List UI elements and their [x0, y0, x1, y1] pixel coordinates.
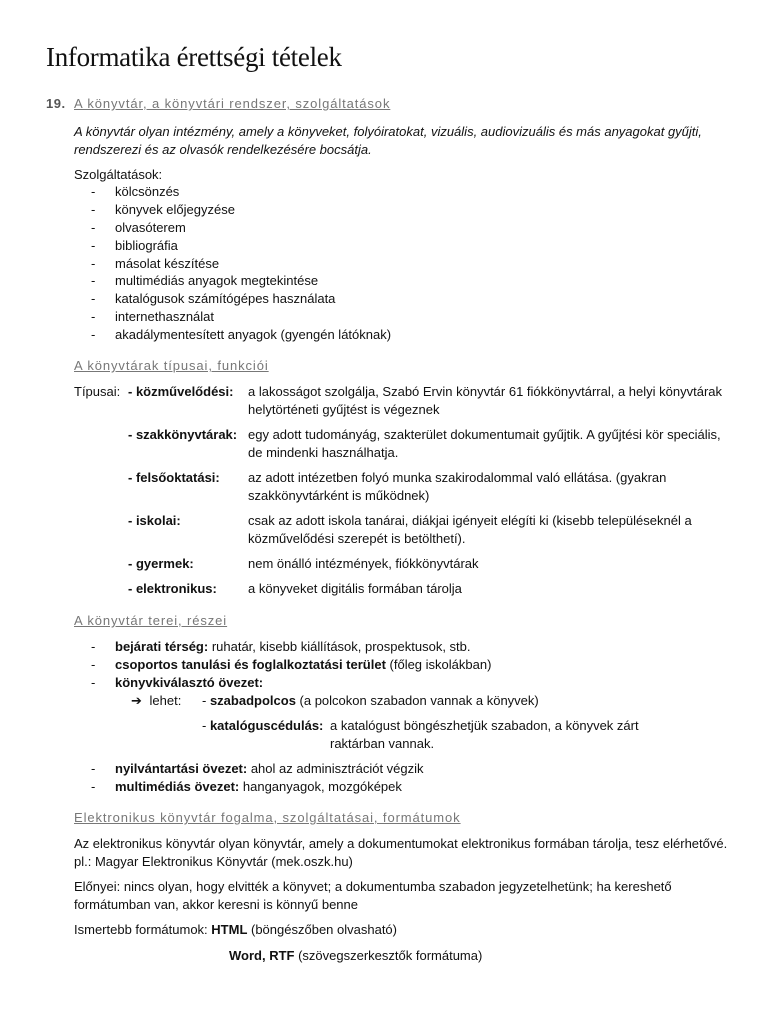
sub-item-catalog-desc: a katalógust böngészhetjük szabadon, a könyvek zárt raktárban vannak. — [330, 718, 639, 751]
type-description: az adott intézetben folyó munka szakirodalommal való ellátása. (gyakran szakkönyvtárként is működnek) — [248, 470, 667, 503]
type-term: - elektronikus: — [128, 581, 217, 596]
type-description: a lakosságot szolgálja, Szabó Ervin könyvtár 61 fiókkönyvtárral, a helyi könyvtárak helytörténeti gyűjtést is végeznek — [248, 384, 723, 417]
formats-row-2: Word, RTF (szövegszerkesztők formátuma) — [229, 948, 483, 963]
arrow-right-icon: ➔ — [131, 693, 142, 708]
list-item: - másolat készítése — [74, 255, 391, 273]
list-item: - olvasóterem — [74, 219, 391, 237]
sub-item-catalog: - katalóguscédulás: — [202, 718, 324, 733]
section-heading-types: A könyvtárak típusai, funkciói — [74, 358, 269, 373]
services-list — [74, 183, 391, 344]
type-description: csak az adott iskola tanárai, diákjai igényeit elégíti ki (kisebb településeknél a közművelődési szerepét is betölthetí). — [248, 513, 692, 546]
list-item: - kölcsönzés — [74, 183, 391, 201]
list-item: - bejárati térség: ruhatár, kisebb kiállítások, prospektusok, stb. — [74, 638, 491, 656]
list-item: - multimédiás anyagok megtekintése — [74, 272, 391, 290]
type-term: - felsőoktatási: — [128, 470, 220, 485]
arrow-row: ➔ lehet: — [131, 693, 182, 708]
type-description: nem önálló intézmények, fiókkönyvtárak — [248, 556, 479, 571]
list-item: - könyvkiválasztó övezet: — [74, 674, 491, 692]
list-item: - nyilvántartási övezet: ahol az adminisztrációt végzik — [74, 760, 424, 778]
page-title: Informatika érettségi tételek — [46, 42, 342, 72]
type-description: egy adott tudományág, szakterület dokumentumait gyűjtik. A gyűjtési kör speciális, de mindenki használhatja. — [248, 427, 721, 460]
type-term: - gyermek: — [128, 556, 194, 571]
list-item: - multimédiás övezet: hanganyagok, mozgóképek — [74, 778, 424, 796]
services-label: Szolgáltatások: — [74, 167, 163, 182]
type-description: a könyveket digitális formában tárolja — [248, 581, 462, 596]
list-item: - bibliográfia — [74, 237, 391, 255]
sub-item-open-shelf: - szabadpolcos (a polcokon szabadon vannak a könyvek) — [202, 693, 539, 708]
type-term: - közművelődési: — [128, 384, 234, 399]
list-item: - internethasználat — [74, 308, 391, 326]
types-label: Típusai: — [74, 384, 121, 399]
electronic-advantages: Előnyei: nincs olyan, hogy elvitték a könyvet; a dokumentumba szabadon jegyzetelhetünk; ha kereshető formátumban van, akkor keresni is könnyű benne — [74, 879, 672, 912]
electronic-definition: Az elektronikus könyvtár olyan könyvtár, amely a dokumentumokat elektronikus formában tárolja, tesz elérhetővé. pl.: Magyar Elektronikus Könyvtár (mek.oszk.hu) — [74, 836, 728, 869]
section-heading-spaces: A könyvtár terei, részei — [74, 613, 228, 628]
list-item: - könyvek előjegyzése — [74, 201, 391, 219]
section-heading-electronic: Elektronikus könyvtár fogalma, szolgáltatásai, formátumok — [74, 810, 461, 825]
list-item: - katalógusok számítógépes használata — [74, 290, 391, 308]
formats-row: Ismertebb formátumok: HTML (böngészőben olvasható) — [74, 922, 397, 937]
list-item: - csoportos tanulási és foglalkoztatási terület (főleg iskolákban) — [74, 656, 491, 674]
section-number: 19. — [46, 96, 66, 111]
section-heading-library: A könyvtár, a könyvtári rendszer, szolgáltatások — [74, 96, 391, 111]
spaces-list-2 — [74, 760, 424, 796]
spaces-list — [74, 638, 491, 692]
list-item: - akadálymentesített anyagok (gyengén látóknak) — [74, 326, 391, 344]
library-definition: A könyvtár olyan intézmény, amely a könyveket, folyóiratokat, vizuális, audiovizuális és más anyagokat gyűjti, rendszerezi és az olvasók rendelkezésére bocsátja. — [74, 124, 702, 157]
type-term: - szakkönyvtárak: — [128, 427, 238, 442]
type-term: - iskolai: — [128, 513, 181, 528]
